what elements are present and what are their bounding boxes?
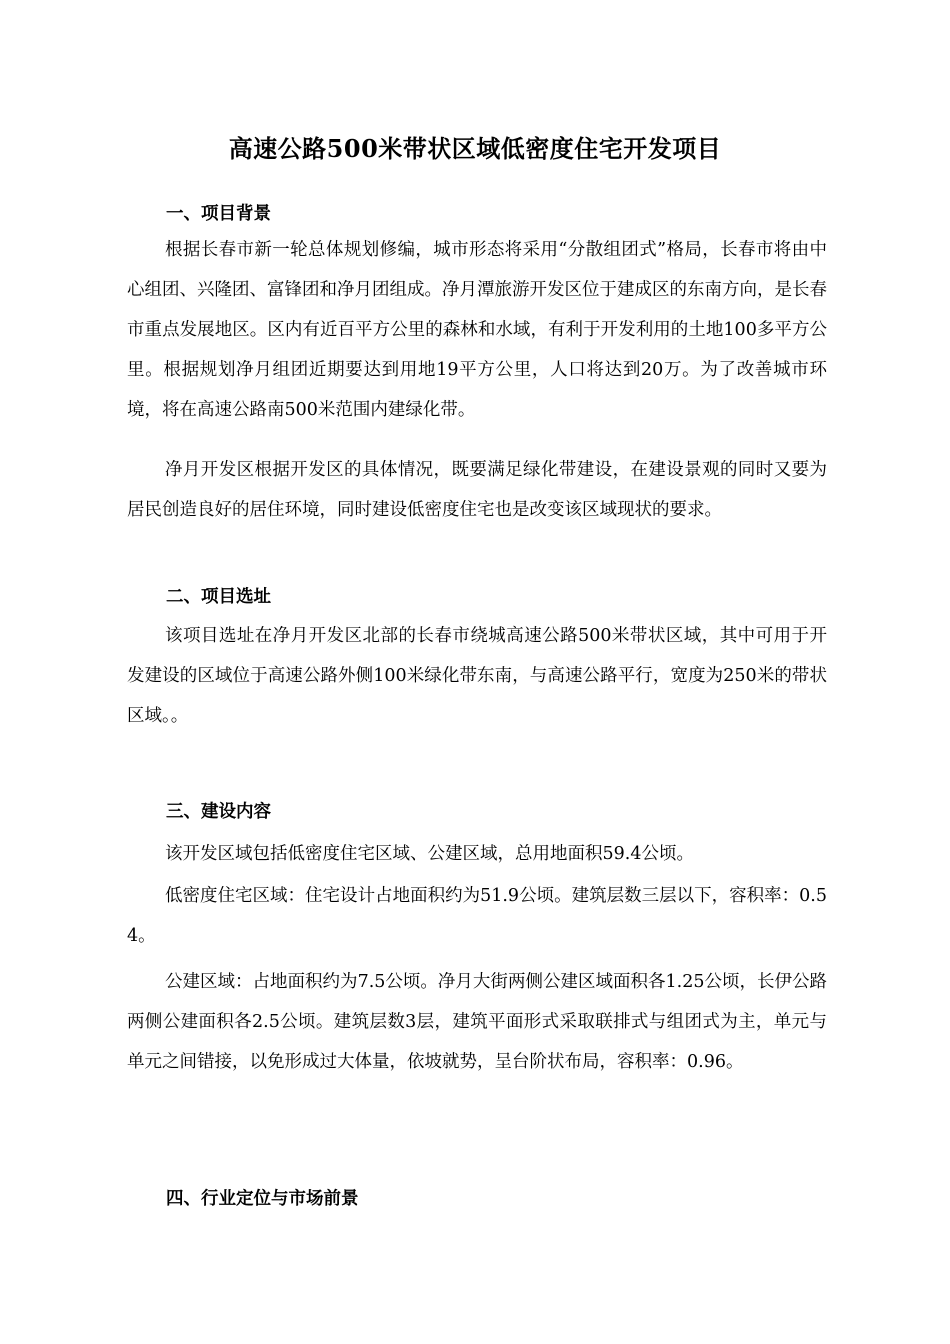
paragraph-construction-3: 公建区域：占地面积约为7.5公顷。净月大街两侧公建区域面积各1.25公顷，长伊公路两侧公建面积各2.5公顷。建筑层数3层，建筑平面形式采取联排式与组团式为主，单元与单元之间错接，以免形成过大体量，依坡就势，呈台阶状布局，容积率：0.96。 [127, 972, 827, 1072]
paragraph-background-2: 净月开发区根据开发区的具体情况，既要满足绿化带建设，在建设景观的同时又要为居民创造良好的居住环境，同时建设低密度住宅也是改变该区域现状的要求。 [127, 460, 827, 520]
section-heading-site: 二、项目选址 [166, 587, 271, 607]
paragraph-site-1: 该项目选址在净月开发区北部的长春市绕城高速公路500米带状区域，其中可用于开发建设的区域位于高速公路外侧100米绿化带东南，与高速公路平行，宽度为250米的带状区域。。 [127, 626, 827, 726]
paragraph-construction-2: 低密度住宅区域：住宅设计占地面积约为51.9公顷。建筑层数三层以下，容积率：0.54。 [127, 886, 827, 946]
paragraph-background-1: 根据长春市新一轮总体规划修编，城市形态将采用“分散组团式”格局，长春市将由中心组团、兴隆团、富锋团和净月团组成。净月潭旅游开发区位于建成区的东南方向，是长春市重点发展地区。区内有近百平方公里的森林和水域，有利于开发利用的土地100多平方公里。根据规划净月组团近期要达到用地19平方公里，人口将达到20万。为了改善城市环境，将在高速公路南500米范围内建绿化带。 [127, 240, 827, 420]
document-title: 高速公路500米带状区域低密度住宅开发项目 [228, 134, 722, 163]
paragraph-construction-1: 该开发区域包括低密度住宅区域、公建区域，总用地面积59.4公顷。 [165, 844, 694, 864]
section-heading-construction: 三、建设内容 [166, 802, 271, 822]
section-heading-background: 一、项目背景 [166, 204, 271, 224]
section-heading-market: 四、行业定位与市场前景 [166, 1189, 359, 1209]
